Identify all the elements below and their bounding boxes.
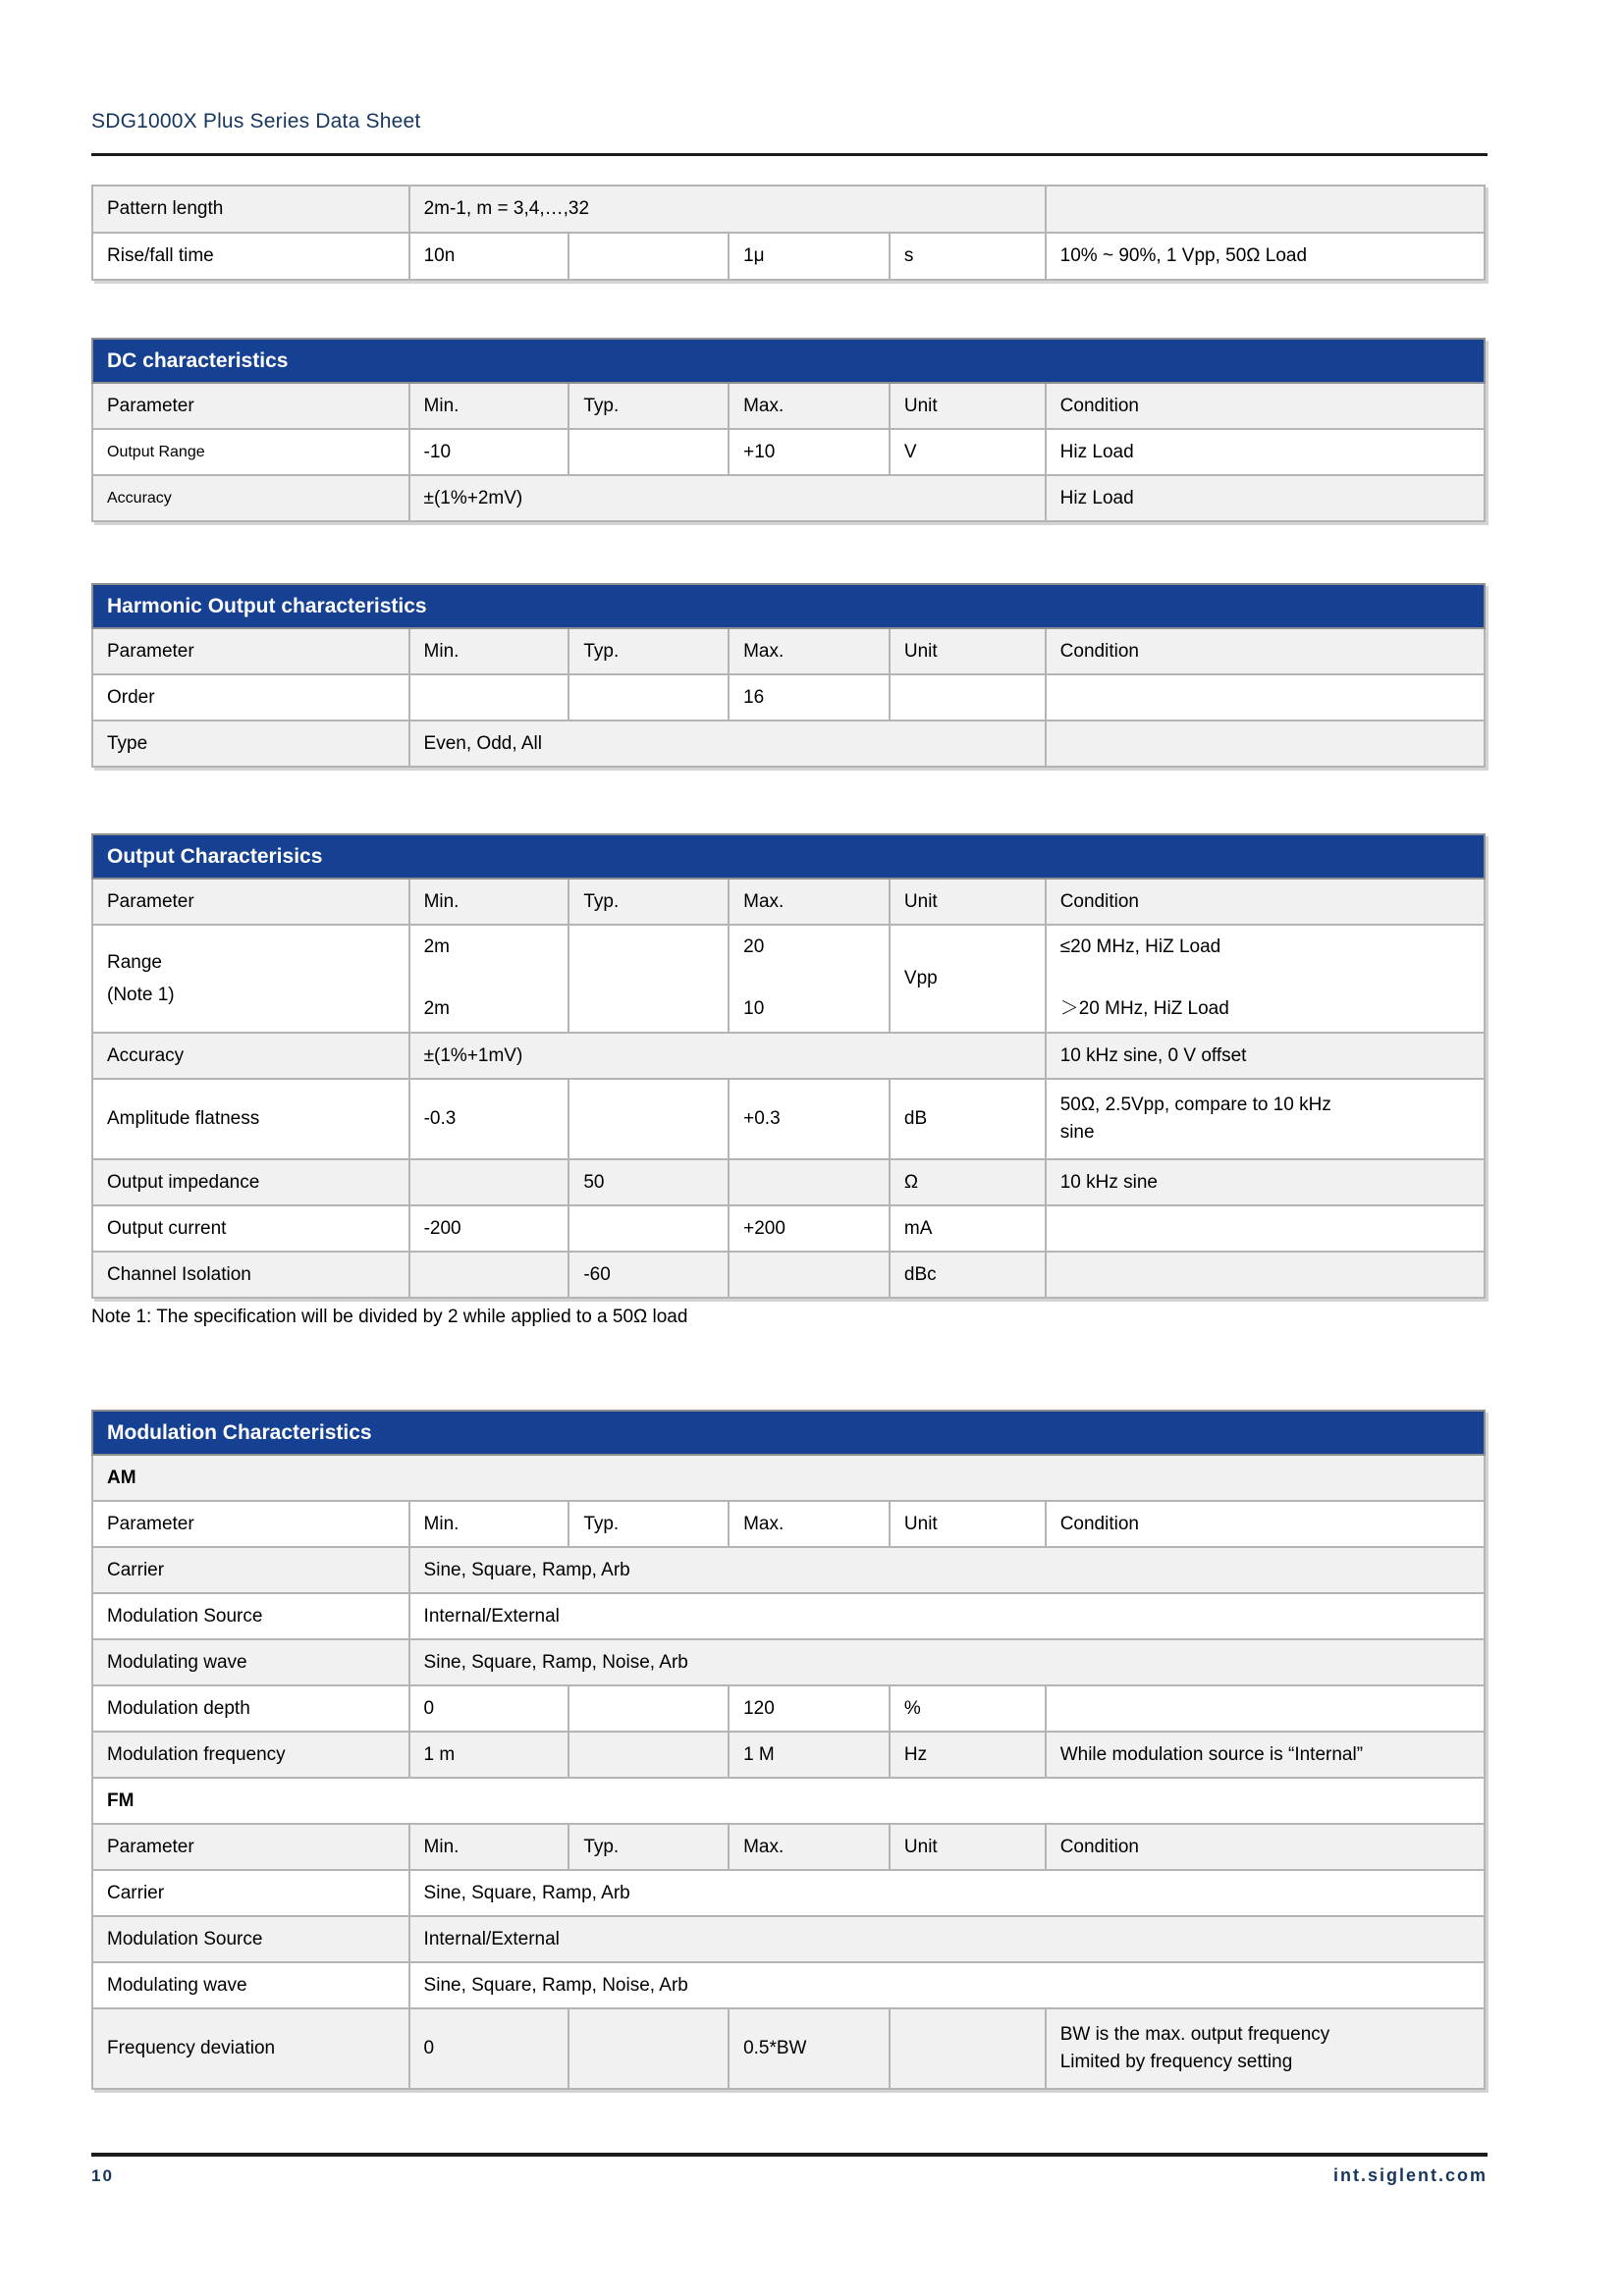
table-row (92, 1252, 1485, 1298)
table-cell: Max. (729, 628, 890, 674)
table-cell: AM (92, 1455, 1485, 1501)
table-cell (1046, 1252, 1485, 1298)
table-cell: 2m-1, m = 3,4,…,32 (409, 186, 1046, 233)
harmonic-table (91, 583, 1486, 768)
table-row (92, 628, 1485, 674)
table-cell (729, 925, 890, 1033)
table-cell: Carrier (92, 1547, 409, 1593)
page-number: 10 (91, 2165, 114, 2185)
output-characterisics-table-section (91, 833, 1488, 1299)
table-cell: Modulation depth (92, 1685, 409, 1732)
table-cell-line: Range (107, 951, 162, 973)
table-cell: -10 (409, 429, 569, 475)
table-cell (409, 1252, 569, 1298)
table-cell (92, 925, 409, 1033)
table-cell (1046, 925, 1485, 1033)
table-cell (729, 1159, 890, 1205)
table-row (92, 1824, 1485, 1870)
table-cell: 10n (409, 233, 569, 280)
table-row (92, 1732, 1485, 1778)
table-cell: Condition (1046, 1501, 1485, 1547)
table-cell: Min. (409, 879, 569, 925)
table-cell (890, 2008, 1046, 2089)
document-header-title: SDG1000X Plus Series Data Sheet (91, 110, 421, 133)
table-cell: Sine, Square, Ramp, Arb (409, 1870, 1485, 1916)
table-cell: Order (92, 674, 409, 721)
table-cell: Unit (890, 879, 1046, 925)
table-cell: Condition (1046, 383, 1485, 429)
table-cell: 1μ (729, 233, 890, 280)
table-cell: Pattern length (92, 186, 409, 233)
table-row (92, 1593, 1485, 1639)
table-row (92, 1033, 1485, 1079)
table-cell: Modulation Source (92, 1916, 409, 1962)
table-cell: Hiz Load (1046, 429, 1485, 475)
table-cell-line: sine (1059, 1122, 1095, 1143)
section-band-title: DC characteristics (92, 339, 1485, 383)
modulation-characteristics-table-section (91, 1410, 1488, 2090)
table-cell (568, 1732, 729, 1778)
table-cell: -60 (568, 1252, 729, 1298)
table-cell (409, 674, 569, 721)
table-cell: Parameter (92, 1501, 409, 1547)
table-row (92, 1501, 1485, 1547)
table-row (92, 2008, 1485, 2089)
header-rule (91, 153, 1488, 156)
dc-characteristics-table-section (91, 338, 1488, 522)
table-cell (1046, 1205, 1485, 1252)
table-cell (568, 1079, 729, 1159)
table-cell-line: BW is the max. output frequency (1059, 2024, 1330, 2046)
table-cell: 50 (568, 1159, 729, 1205)
table-cell: Parameter (92, 383, 409, 429)
table-row (92, 1159, 1485, 1205)
footer-website-link[interactable]: int.siglent.com (1332, 2165, 1488, 2185)
dc-table (91, 338, 1486, 522)
section-band-title: Output Characterisics (92, 834, 1485, 879)
table-cell: Condition (1046, 1824, 1485, 1870)
table-row (92, 1778, 1485, 1824)
table-cell: Amplitude flatness (92, 1079, 409, 1159)
footer (91, 2165, 1488, 2186)
table-cell: FM (92, 1778, 1485, 1824)
table-cell: 10 kHz sine, 0 V offset (1046, 1033, 1485, 1079)
table-row (92, 1547, 1485, 1593)
table-cell (1046, 1685, 1485, 1732)
table-cell: Min. (409, 383, 569, 429)
table-cell: s (890, 233, 1046, 280)
table-cell: 16 (729, 674, 890, 721)
table-cell (1046, 2008, 1485, 2089)
table-cell: Output Range (92, 429, 409, 475)
table-cell: Parameter (92, 879, 409, 925)
table-cell-line: Limited by frequency setting (1059, 2052, 1293, 2072)
table-cell: Channel Isolation (92, 1252, 409, 1298)
table-cell-lines (107, 946, 399, 1012)
table-row (92, 383, 1485, 429)
table-cell-lines (743, 932, 879, 1026)
table-cell: 1 M (729, 1732, 890, 1778)
table-cell (409, 925, 569, 1033)
table-row (92, 1916, 1485, 1962)
table-cell (890, 674, 1046, 721)
table-cell: Min. (409, 628, 569, 674)
table-row (92, 1685, 1485, 1732)
table-cell: Internal/External (409, 1593, 1485, 1639)
table-cell (568, 2008, 729, 2089)
table-cell (1046, 1079, 1485, 1159)
table-cell: Parameter (92, 1824, 409, 1870)
table-row (92, 1455, 1485, 1501)
table-cell: Min. (409, 1824, 569, 1870)
table-cell: ±(1%+1mV) (409, 1033, 1046, 1079)
table-cell: Modulating wave (92, 1962, 409, 2008)
table-cell (1046, 186, 1485, 233)
table-row (92, 674, 1485, 721)
table-cell: Rise/fall time (92, 233, 409, 280)
table-cell-line: 20 (743, 936, 765, 957)
table-cell: Modulation Source (92, 1593, 409, 1639)
table-cell (568, 925, 729, 1033)
table-cell (568, 429, 729, 475)
table-cell: +200 (729, 1205, 890, 1252)
table-cell: 0 (409, 1685, 569, 1732)
table-cell: % (890, 1685, 1046, 1732)
table-cell: Condition (1046, 628, 1485, 674)
table-cell: 0.5*BW (729, 2008, 890, 2089)
table-cell-line: 50Ω, 2.5Vpp, compare to 10 kHz (1059, 1095, 1331, 1116)
table-row (92, 1962, 1485, 2008)
table-cell: Accuracy (92, 1033, 409, 1079)
table-row (92, 925, 1485, 1033)
table-cell (568, 233, 729, 280)
table-cell (568, 1685, 729, 1732)
table-cell: Typ. (568, 1501, 729, 1547)
table-cell: Even, Odd, All (409, 721, 1046, 767)
table-cell: -0.3 (409, 1079, 569, 1159)
table-cell: Frequency deviation (92, 2008, 409, 2089)
table-cell: Sine, Square, Ramp, Noise, Arb (409, 1962, 1485, 2008)
table-cell: Typ. (568, 1824, 729, 1870)
table-cell: V (890, 429, 1046, 475)
table-cell: Sine, Square, Ramp, Arb (409, 1547, 1485, 1593)
table-cell (1046, 721, 1485, 767)
note1-text: Note 1: The specification will be divided by 2 while applied to a 50Ω load (91, 1307, 688, 1327)
table-cell: Modulating wave (92, 1639, 409, 1685)
table-cell: Vpp (890, 925, 1046, 1033)
table-cell-line: 2m (423, 998, 450, 1020)
pattern-rise-table-section (91, 185, 1488, 281)
table-cell: 10 kHz sine (1046, 1159, 1485, 1205)
table-cell-lines (1060, 1092, 1474, 1146)
table-cell: Unit (890, 1501, 1046, 1547)
table-cell: ±(1%+2mV) (409, 475, 1046, 521)
table-cell: Unit (890, 383, 1046, 429)
table-cell: 0 (409, 2008, 569, 2089)
table-cell: Max. (729, 1824, 890, 1870)
table-cell (568, 1205, 729, 1252)
table-cell (1046, 674, 1485, 721)
table-cell: dBc (890, 1252, 1046, 1298)
table-row (92, 475, 1485, 521)
table-cell-line: ＞20 MHz, HiZ Load (1059, 998, 1229, 1020)
section-band-title: Harmonic Output characteristics (92, 584, 1485, 628)
table-cell-line: 2m (423, 936, 450, 957)
table-cell: Type (92, 721, 409, 767)
table-cell: Carrier (92, 1870, 409, 1916)
table-cell-lines (1060, 932, 1474, 1026)
table-cell: Max. (729, 1501, 890, 1547)
table-cell-lines (1060, 2021, 1474, 2075)
table-cell: Ω (890, 1159, 1046, 1205)
table-cell-line: ≤20 MHz, HiZ Load (1059, 936, 1221, 957)
table-cell: Modulation frequency (92, 1732, 409, 1778)
table-cell-line: 10 (743, 998, 765, 1020)
table-cell: Max. (729, 383, 890, 429)
table-cell-line: (Note 1) (107, 985, 175, 1005)
table-cell: Output impedance (92, 1159, 409, 1205)
modulation-table (91, 1410, 1486, 2090)
table-cell: dB (890, 1079, 1046, 1159)
table-row (92, 186, 1485, 233)
table-cell: Typ. (568, 879, 729, 925)
pattern-rise-table (91, 185, 1486, 281)
table-row (92, 1639, 1485, 1685)
table-cell (409, 1159, 569, 1205)
table-cell (729, 1252, 890, 1298)
table-row (92, 879, 1485, 925)
table-cell: Unit (890, 1824, 1046, 1870)
table-cell: Typ. (568, 383, 729, 429)
table-row (92, 1079, 1485, 1159)
table-cell: Hz (890, 1732, 1046, 1778)
table-cell (568, 674, 729, 721)
table-cell: +10 (729, 429, 890, 475)
table-row (92, 1870, 1485, 1916)
table-cell: mA (890, 1205, 1046, 1252)
table-cell: Unit (890, 628, 1046, 674)
harmonic-output-characteristics-table-section (91, 583, 1488, 768)
table-cell: Output current (92, 1205, 409, 1252)
table-cell: 1 m (409, 1732, 569, 1778)
table-cell: Parameter (92, 628, 409, 674)
table-cell: Internal/External (409, 1916, 1485, 1962)
table-cell: 10% ~ 90%, 1 Vpp, 50Ω Load (1046, 233, 1485, 280)
table-cell-lines (424, 932, 559, 1026)
table-cell: -200 (409, 1205, 569, 1252)
table-cell: Accuracy (92, 475, 409, 521)
section-band-title: Modulation Characteristics (92, 1411, 1485, 1455)
table-cell: Hiz Load (1046, 475, 1485, 521)
footer-rule (91, 2153, 1488, 2157)
table-cell: Condition (1046, 879, 1485, 925)
output-table (91, 833, 1486, 1299)
table-row (92, 721, 1485, 767)
table-cell: 120 (729, 1685, 890, 1732)
table-cell: +0.3 (729, 1079, 890, 1159)
table-row (92, 1205, 1485, 1252)
table-cell: Typ. (568, 628, 729, 674)
table-cell: Sine, Square, Ramp, Noise, Arb (409, 1639, 1485, 1685)
table-cell: Max. (729, 879, 890, 925)
table-row (92, 233, 1485, 280)
table-row (92, 429, 1485, 475)
table-cell: While modulation source is “Internal” (1046, 1732, 1485, 1778)
table-cell: Min. (409, 1501, 569, 1547)
